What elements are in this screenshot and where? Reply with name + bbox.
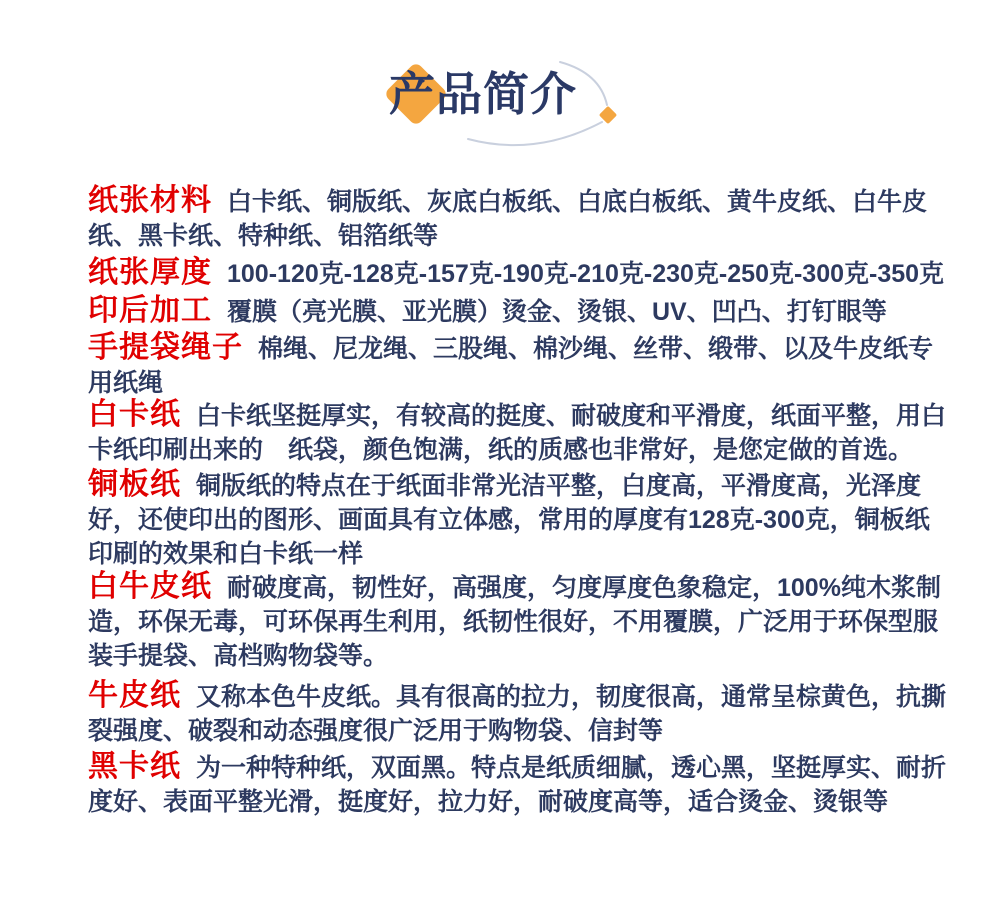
section-heading-white-cardboard: 白卡纸 <box>88 398 181 431</box>
section-paper-thickness <box>88 256 954 291</box>
section-bag-rope <box>88 331 954 400</box>
section-white-cardboard <box>88 398 954 467</box>
section-body-white-cardboard: 白卡纸坚挺厚实，有较高的挺度、耐破度和平滑度，纸面平整，用白卡纸印刷出来的 纸袋，颜色饱满，纸的质感也非常好，是您定做的首选。 <box>88 402 947 464</box>
section-heading-kraft-paper: 牛皮纸 <box>88 679 181 712</box>
section-heading-coated-paper: 铜板纸 <box>88 468 181 501</box>
section-post-print-finishing <box>88 294 954 329</box>
section-coated-paper <box>88 468 954 571</box>
section-black-cardboard <box>88 750 954 819</box>
section-body-white-kraft: 耐破度高，韧性好，高强度，匀度厚度色象稳定，100%纯木浆制造，环保无毒，可环保再生利用，纸韧性很好，不用覆膜，广泛用于环保型服装手提袋、高档购物袋等。 <box>88 574 941 670</box>
section-body-bag-rope: 棉绳、尼龙绳、三股绳、棉沙绳、丝带、缎带、以及牛皮纸专用纸绳 <box>88 335 934 397</box>
section-heading-bag-rope: 手提袋绳子 <box>88 331 243 364</box>
section-body-paper-thickness: 100-120克-128克-157克-190克-210克-230克-250克-300克-350克 <box>227 260 945 288</box>
section-body-paper-material: 白卡纸、铜版纸、灰底白板纸、白底白板纸、黄牛皮纸、白牛皮纸、黑卡纸、特种纸、铝箔纸等 <box>88 188 928 250</box>
section-heading-white-kraft: 白牛皮纸 <box>88 570 212 603</box>
section-heading-post-print-finishing: 印后加工 <box>88 294 212 327</box>
section-heading-paper-material: 纸张材料 <box>88 184 212 217</box>
section-white-kraft <box>88 570 954 673</box>
section-heading-paper-thickness: 纸张厚度 <box>88 256 212 289</box>
swoosh-bottom-arc <box>468 122 602 145</box>
section-body-black-cardboard: 为一种特种纸，双面黑。特点是纸质细腻，透心黑，坚挺厚实、耐折度好、表面平整光滑，挺度好，拉力好，耐破度高等，适合烫金、烫银等 <box>88 754 947 816</box>
section-body-post-print-finishing: 覆膜（亮光膜、亚光膜）烫金、烫银、UV、凹凸、打钉眼等 <box>227 298 887 326</box>
section-heading-black-cardboard: 黑卡纸 <box>88 750 181 783</box>
section-body-coated-paper: 铜版纸的特点在于纸面非常光洁平整，白度高，平滑度高，光泽度好，还使印出的图形、画面具有立体感，常用的厚度有128克-300克，铜板纸印刷的效果和白卡纸一样 <box>88 472 930 568</box>
section-paper-material <box>88 184 954 253</box>
page-title: 产品简介 <box>389 68 577 120</box>
section-kraft-paper <box>88 679 954 748</box>
section-body-kraft-paper: 又称本色牛皮纸。具有很高的拉力，韧度很高，通常呈棕黄色，抗撕裂强度、破裂和动态强度很广泛用于购物袋、信封等 <box>88 683 947 745</box>
